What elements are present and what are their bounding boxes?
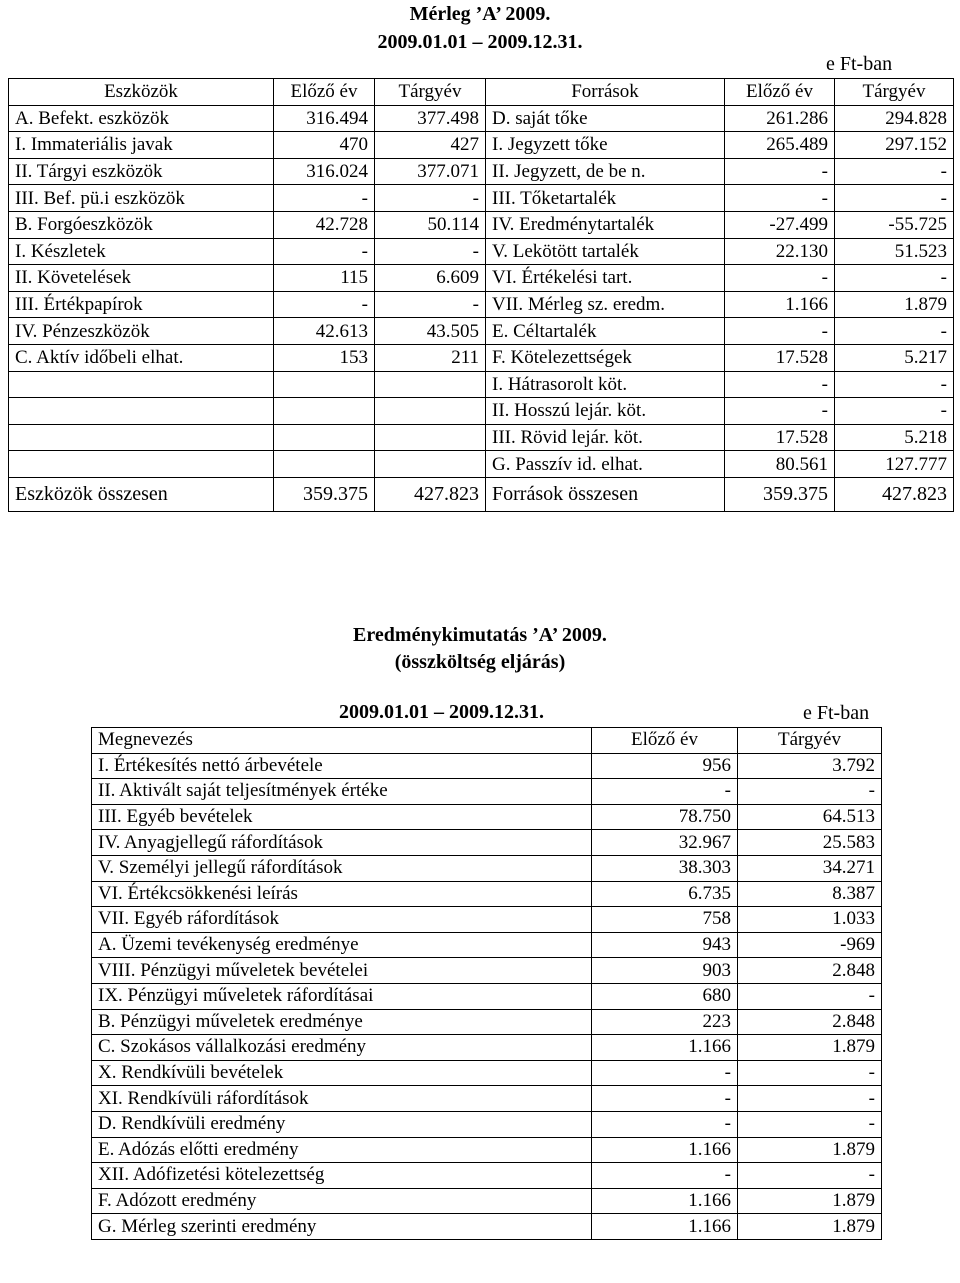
asset-label: III. Bef. pü.i eszközök: [9, 185, 274, 212]
item-label: II. Aktivált saját teljesítmények értéke: [92, 779, 592, 805]
item-label: I. Értékesítés nettó árbevétele: [92, 753, 592, 779]
item-prev: 223: [592, 1009, 738, 1035]
asset-label: [9, 371, 274, 398]
table-row: [9, 158, 954, 185]
item-prev: 1.166: [592, 1214, 738, 1240]
item-prev: 78.750: [592, 804, 738, 830]
source-prev: 261.286: [725, 105, 835, 132]
source-curr: 5.217: [835, 344, 954, 371]
item-curr: 8.387: [738, 881, 882, 907]
item-curr: -: [738, 1111, 882, 1137]
income-header-row: [92, 728, 882, 754]
table-row: [92, 907, 882, 933]
asset-label: [9, 398, 274, 425]
balance-title: Mérleg ’A’ 2009.: [409, 3, 551, 25]
table-row: [9, 344, 954, 371]
asset-curr: [375, 424, 486, 451]
table-row: [9, 265, 954, 292]
asset-label: C. Aktív időbeli elhat.: [9, 344, 274, 371]
table-row: [92, 804, 882, 830]
item-prev: -: [592, 1163, 738, 1189]
balance-header-source-label: Források: [486, 79, 725, 106]
source-curr: 5.218: [835, 424, 954, 451]
source-prev: -: [725, 265, 835, 292]
item-label: VII. Egyéb ráfordítások: [92, 907, 592, 933]
item-label: XII. Adófizetési kötelezettség: [92, 1163, 592, 1189]
item-curr: 1.879: [738, 1137, 882, 1163]
asset-prev: 115: [274, 265, 375, 292]
income-header-item-prev: Előző év: [592, 728, 738, 754]
total-asset-curr: 427.823: [375, 477, 486, 511]
table-row: [9, 291, 954, 318]
item-curr: 2.848: [738, 958, 882, 984]
asset-prev: -: [274, 185, 375, 212]
asset-prev: [274, 398, 375, 425]
source-label: I. Jegyzett tőke: [486, 132, 725, 159]
item-label: F. Adózott eredmény: [92, 1188, 592, 1214]
item-label: B. Pénzügyi műveletek eredménye: [92, 1009, 592, 1035]
balance-header-asset-curr: Tárgyév: [375, 79, 486, 106]
source-label: F. Kötelezettségek: [486, 344, 725, 371]
total-source-curr: 427.823: [835, 477, 954, 511]
item-curr: 1.879: [738, 1035, 882, 1061]
source-prev: 22.130: [725, 238, 835, 265]
table-row: [92, 1035, 882, 1061]
asset-prev: 42.728: [274, 211, 375, 238]
item-prev: 38.303: [592, 855, 738, 881]
source-curr: 297.152: [835, 132, 954, 159]
asset-label: I. Készletek: [9, 238, 274, 265]
table-row: [92, 983, 882, 1009]
source-label: IV. Eredménytartalék: [486, 211, 725, 238]
balance-header-asset-prev: Előző év: [274, 79, 375, 106]
asset-prev: -: [274, 238, 375, 265]
item-label: E. Adózás előtti eredmény: [92, 1137, 592, 1163]
asset-prev: [274, 451, 375, 478]
item-prev: -: [592, 779, 738, 805]
item-label: III. Egyéb bevételek: [92, 804, 592, 830]
table-row: [9, 185, 954, 212]
item-curr: -: [738, 1163, 882, 1189]
source-curr: -: [835, 371, 954, 398]
asset-curr: 6.609: [375, 265, 486, 292]
income-header-item-curr: Tárgyév: [738, 728, 882, 754]
asset-curr: 427: [375, 132, 486, 159]
source-label: II. Hosszú lejár. köt.: [486, 398, 725, 425]
asset-label: III. Értékpapírok: [9, 291, 274, 318]
item-label: G. Mérleg szerinti eredmény: [92, 1214, 592, 1240]
asset-curr: [375, 371, 486, 398]
item-label: X. Rendkívüli bevételek: [92, 1060, 592, 1086]
source-label: II. Jegyzett, de be n.: [486, 158, 725, 185]
asset-label: [9, 424, 274, 451]
balance-header-asset-label: Eszközök: [9, 79, 274, 106]
asset-prev: 153: [274, 344, 375, 371]
source-curr: -: [835, 158, 954, 185]
item-label: D. Rendkívüli eredmény: [92, 1111, 592, 1137]
table-row: [92, 1009, 882, 1035]
item-prev: -: [592, 1111, 738, 1137]
asset-label: IV. Pénzeszközök: [9, 318, 274, 345]
balance-total-row: [9, 477, 954, 511]
asset-curr: 377.498: [375, 105, 486, 132]
table-row: [92, 1086, 882, 1112]
item-curr: 25.583: [738, 830, 882, 856]
item-prev: 903: [592, 958, 738, 984]
source-curr: -55.725: [835, 211, 954, 238]
table-row: [92, 830, 882, 856]
balance-header-row: [9, 79, 954, 106]
income-unit: e Ft-ban: [803, 702, 870, 724]
table-row: [92, 1111, 882, 1137]
balance-unit: e Ft-ban: [826, 53, 893, 75]
source-prev: 265.489: [725, 132, 835, 159]
table-row: [9, 318, 954, 345]
item-label: A. Üzemi tevékenység eredménye: [92, 932, 592, 958]
item-curr: 2.848: [738, 1009, 882, 1035]
total-asset-prev: 359.375: [274, 477, 375, 511]
asset-curr: [375, 451, 486, 478]
asset-prev: 316.494: [274, 105, 375, 132]
item-prev: 6.735: [592, 881, 738, 907]
source-prev: -: [725, 158, 835, 185]
table-row: [92, 1060, 882, 1086]
asset-prev: 316.024: [274, 158, 375, 185]
balance-header-source-prev: Előző év: [725, 79, 835, 106]
asset-curr: [375, 398, 486, 425]
table-row: [92, 1137, 882, 1163]
asset-curr: 43.505: [375, 318, 486, 345]
item-prev: 758: [592, 907, 738, 933]
asset-label: B. Forgóeszközök: [9, 211, 274, 238]
table-row: [92, 753, 882, 779]
item-curr: -: [738, 779, 882, 805]
asset-prev: 470: [274, 132, 375, 159]
asset-curr: -: [375, 238, 486, 265]
source-prev: -27.499: [725, 211, 835, 238]
item-label: IX. Pénzügyi műveletek ráfordításai: [92, 983, 592, 1009]
asset-curr: -: [375, 185, 486, 212]
item-curr: -: [738, 983, 882, 1009]
source-curr: -: [835, 398, 954, 425]
item-prev: 32.967: [592, 830, 738, 856]
source-curr: 127.777: [835, 451, 954, 478]
table-row: [92, 1188, 882, 1214]
table-row: [92, 1214, 882, 1240]
table-row: [92, 932, 882, 958]
balance-header-source-curr: Tárgyév: [835, 79, 954, 106]
source-curr: 294.828: [835, 105, 954, 132]
asset-label: I. Immateriális javak: [9, 132, 274, 159]
source-prev: -: [725, 398, 835, 425]
source-label: I. Hátrasorolt köt.: [486, 371, 725, 398]
income-subtitle: (összköltség eljárás): [394, 651, 566, 673]
source-prev: 1.166: [725, 291, 835, 318]
source-prev: 17.528: [725, 424, 835, 451]
table-row: [92, 881, 882, 907]
asset-curr: 50.114: [375, 211, 486, 238]
item-curr: 34.271: [738, 855, 882, 881]
source-curr: 51.523: [835, 238, 954, 265]
item-prev: 1.166: [592, 1137, 738, 1163]
item-label: XI. Rendkívüli ráfordítások: [92, 1086, 592, 1112]
item-prev: 956: [592, 753, 738, 779]
balance-period: 2009.01.01 – 2009.12.31.: [377, 31, 583, 53]
source-curr: -: [835, 318, 954, 345]
item-curr: -: [738, 1086, 882, 1112]
source-curr: -: [835, 265, 954, 292]
source-label: D. saját tőke: [486, 105, 725, 132]
item-prev: 943: [592, 932, 738, 958]
asset-label: II. Követelések: [9, 265, 274, 292]
asset-label: A. Befekt. eszközök: [9, 105, 274, 132]
item-curr: 1.033: [738, 907, 882, 933]
table-row: [9, 398, 954, 425]
source-label: VII. Mérleg sz. eredm.: [486, 291, 725, 318]
item-curr: -: [738, 1060, 882, 1086]
source-label: III. Tőketartalék: [486, 185, 725, 212]
asset-prev: 42.613: [274, 318, 375, 345]
table-row: [92, 779, 882, 805]
table-row: [9, 132, 954, 159]
item-curr: 64.513: [738, 804, 882, 830]
asset-label: [9, 451, 274, 478]
item-label: VI. Értékcsökkenési leírás: [92, 881, 592, 907]
table-row: [92, 1163, 882, 1189]
table-row: [9, 105, 954, 132]
item-curr: -969: [738, 932, 882, 958]
asset-curr: 377.071: [375, 158, 486, 185]
income-period: 2009.01.01 – 2009.12.31.: [339, 701, 544, 723]
balance-table: [8, 78, 954, 512]
table-row: [9, 371, 954, 398]
table-row: [92, 958, 882, 984]
source-prev: -: [725, 371, 835, 398]
source-prev: 80.561: [725, 451, 835, 478]
total-source-prev: 359.375: [725, 477, 835, 511]
asset-prev: [274, 424, 375, 451]
item-prev: 680: [592, 983, 738, 1009]
income-header-item-label: Megnevezés: [92, 728, 592, 754]
source-label: V. Lekötött tartalék: [486, 238, 725, 265]
asset-prev: -: [274, 291, 375, 318]
total-source-label: Források összesen: [486, 477, 725, 511]
item-label: IV. Anyagjellegű ráfordítások: [92, 830, 592, 856]
item-curr: 1.879: [738, 1214, 882, 1240]
source-label: E. Céltartalék: [486, 318, 725, 345]
source-prev: 17.528: [725, 344, 835, 371]
item-label: V. Személyi jellegű ráfordítások: [92, 855, 592, 881]
asset-prev: [274, 371, 375, 398]
source-label: VI. Értékelési tart.: [486, 265, 725, 292]
table-row: [92, 855, 882, 881]
item-prev: -: [592, 1086, 738, 1112]
table-row: [9, 451, 954, 478]
table-row: [9, 238, 954, 265]
source-label: G. Passzív id. elhat.: [486, 451, 725, 478]
table-row: [9, 424, 954, 451]
item-label: VIII. Pénzügyi műveletek bevételei: [92, 958, 592, 984]
item-prev: 1.166: [592, 1035, 738, 1061]
item-label: C. Szokásos vállalkozási eredmény: [92, 1035, 592, 1061]
asset-label: II. Tárgyi eszközök: [9, 158, 274, 185]
source-curr: 1.879: [835, 291, 954, 318]
item-prev: 1.166: [592, 1188, 738, 1214]
item-curr: 1.879: [738, 1188, 882, 1214]
item-curr: 3.792: [738, 753, 882, 779]
source-prev: -: [725, 318, 835, 345]
asset-curr: -: [375, 291, 486, 318]
asset-curr: 211: [375, 344, 486, 371]
source-label: III. Rövid lejár. köt.: [486, 424, 725, 451]
item-prev: -: [592, 1060, 738, 1086]
source-prev: -: [725, 185, 835, 212]
total-asset-label: Eszközök összesen: [9, 477, 274, 511]
source-curr: -: [835, 185, 954, 212]
income-table: [91, 727, 882, 1240]
table-row: [9, 211, 954, 238]
income-title: Eredménykimutatás ’A’ 2009.: [353, 624, 607, 646]
